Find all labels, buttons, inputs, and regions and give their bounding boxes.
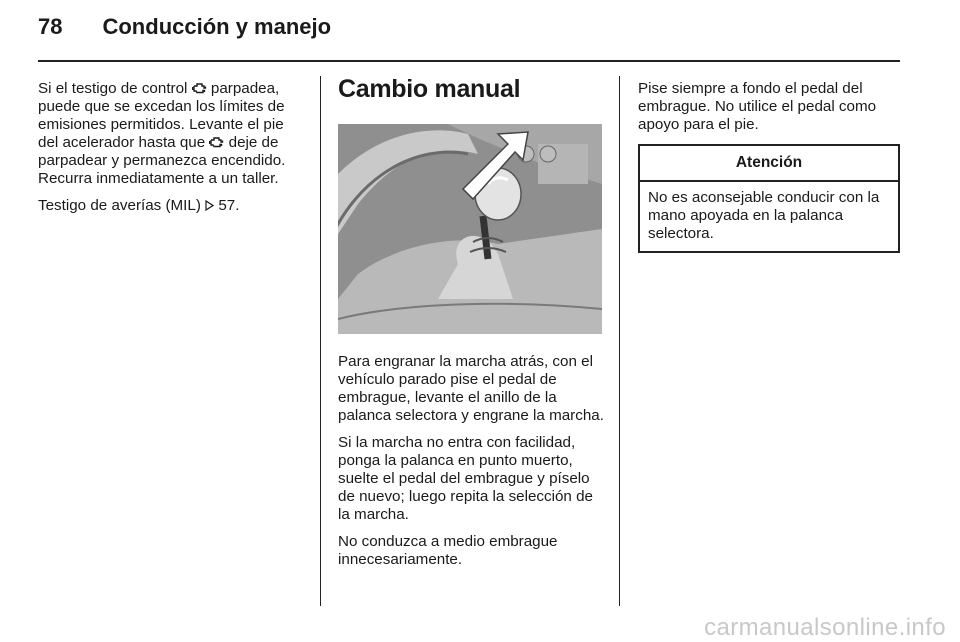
half-clutch-paragraph: No conduzca a medio embrague innecesariamente.	[338, 533, 558, 568]
watermark: carmanualsonline.info	[704, 614, 946, 641]
column-divider-1	[320, 76, 321, 606]
column-divider-2	[619, 76, 620, 606]
emissions-paragraph: Si el testigo de control parpadea, puede que se excedan los límites de emisiones permitidos. Levante el pie del acelerador hasta que deje de parpadear y permanezca encendido. Recurra inmediatamente a un taller.	[38, 80, 286, 187]
gear-engagement-paragraph: Si la marcha no entra con facilidad, ponga la palanca en punto muerto, suelte el pedal del embrague y píselo de nuevo; luego repita la selección de la marcha.	[338, 434, 593, 523]
page-reference-link[interactable]: 57.	[214, 197, 240, 214]
header-rule	[38, 60, 900, 62]
notice-box	[638, 144, 900, 253]
page-reference-arrow-icon	[205, 200, 214, 211]
column-2	[338, 72, 604, 578]
manual-gear-lever-illustration	[338, 124, 602, 334]
engine-warning-icon	[209, 135, 224, 148]
mil-reference-paragraph: Testigo de averías (MIL) 57.	[38, 197, 240, 214]
engine-warning-icon	[192, 81, 207, 94]
section-title: Cambio manual	[338, 75, 521, 103]
page-title: Conducción y manejo	[102, 14, 332, 39]
column-3	[638, 80, 902, 253]
page-number: 78	[38, 14, 63, 39]
reverse-gear-paragraph: Para engranar la marcha atrás, con el vehículo parado pise el pedal de embrague, levante el anillo de la palanca selectora y engrane la marcha.	[338, 353, 604, 424]
page-header	[38, 14, 331, 40]
clutch-paragraph: Pise siempre a fondo el pedal del embrague. No utilice el pedal como apoyo para el pie.	[638, 80, 877, 133]
notice-title: Atención	[640, 146, 898, 182]
notice-body: No es aconsejable conducir con la mano apoyada en la palanca selectora.	[648, 189, 880, 242]
column-1	[38, 80, 308, 224]
